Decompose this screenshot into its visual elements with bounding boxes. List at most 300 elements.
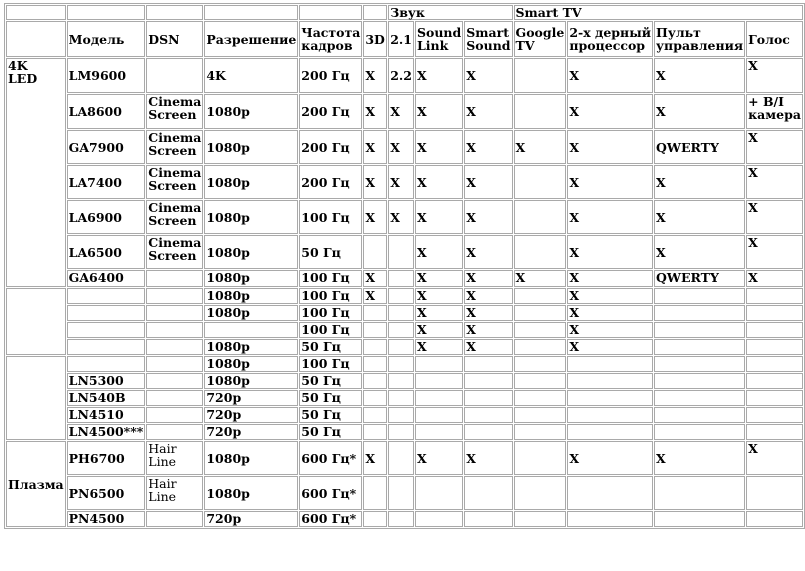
remote-cell xyxy=(654,288,745,304)
col-header-sound-link-line2: Link xyxy=(416,38,449,53)
framerate-cell: 600 Гц* xyxy=(299,476,362,510)
empty-cell xyxy=(363,5,387,20)
cpu-cell: X xyxy=(567,270,653,287)
resolution-cell: 720p xyxy=(204,407,298,423)
dsn-cell xyxy=(146,339,203,355)
google-tv-cell xyxy=(514,94,567,129)
col-header-voice: Голос xyxy=(746,21,803,57)
remote-cell xyxy=(654,511,745,527)
remote-cell xyxy=(654,476,745,510)
2-1-cell: X xyxy=(388,200,414,234)
remote-cell xyxy=(654,339,745,355)
sound-link-cell: X xyxy=(415,94,463,129)
group-label-blank xyxy=(6,288,66,355)
dsn-cell-line1: Cinema xyxy=(148,235,202,250)
sound-link-cell xyxy=(415,424,463,440)
google-tv-cell xyxy=(514,441,567,475)
2-1-cell xyxy=(388,339,414,355)
remote-cell: X xyxy=(654,165,745,199)
smart-sound-cell xyxy=(464,356,512,372)
dsn-cell xyxy=(146,165,203,199)
table-row xyxy=(6,476,803,510)
framerate-cell: 100 Гц xyxy=(299,356,362,372)
remote-cell: X xyxy=(654,94,745,129)
remote-cell xyxy=(654,407,745,423)
voice-cell xyxy=(746,200,803,234)
col-header-framerate-line2: кадров xyxy=(301,38,353,53)
sound-link-cell: X xyxy=(415,165,463,199)
google-tv-cell xyxy=(514,390,567,406)
google-tv-cell xyxy=(514,322,567,338)
group-label-line: 4K xyxy=(8,58,28,73)
cpu-cell: X xyxy=(567,339,653,355)
cpu-cell xyxy=(567,424,653,440)
voice-cell xyxy=(746,390,803,406)
model-cell: LM9600 xyxy=(67,58,146,93)
model-cell: PN4500 xyxy=(67,511,146,527)
sound-link-cell: X xyxy=(415,288,463,304)
2-1-cell: 2.2 xyxy=(388,58,414,93)
3d-cell xyxy=(363,511,387,527)
dsn-cell-line2: Screen xyxy=(148,143,197,158)
framerate-cell: 100 Гц xyxy=(299,322,362,338)
table-row xyxy=(6,270,803,287)
smart-sound-cell: X xyxy=(464,200,512,234)
model-cell: GA6400 xyxy=(67,270,146,287)
cpu-cell: X xyxy=(567,441,653,475)
table-row xyxy=(6,94,803,129)
3d-cell xyxy=(363,424,387,440)
cpu-cell: X xyxy=(567,322,653,338)
3d-cell: X xyxy=(363,270,387,287)
3d-cell: X xyxy=(363,200,387,234)
smart-sound-cell xyxy=(464,424,512,440)
2-1-cell xyxy=(388,424,414,440)
smart-sound-cell: X xyxy=(464,288,512,304)
remote-cell: X xyxy=(654,235,745,269)
empty-cell xyxy=(146,5,203,20)
2-1-cell xyxy=(388,373,414,389)
dsn-cell-line2: Screen xyxy=(148,107,197,122)
dsn-cell xyxy=(146,407,203,423)
smart-sound-cell xyxy=(464,476,512,510)
sound-link-cell: X xyxy=(415,270,463,287)
dsn-cell xyxy=(146,356,203,372)
empty-cell xyxy=(6,21,66,57)
table-row xyxy=(6,356,803,372)
table-row xyxy=(6,511,803,527)
2-1-cell xyxy=(388,288,414,304)
3d-cell: X xyxy=(363,58,387,93)
2-1-cell xyxy=(388,441,414,475)
2-1-cell xyxy=(388,322,414,338)
model-cell xyxy=(67,288,146,304)
sound-group-header: Звук xyxy=(388,5,512,20)
model-cell xyxy=(67,305,146,321)
voice-cell xyxy=(746,58,803,93)
smart-sound-cell xyxy=(464,511,512,527)
3d-cell xyxy=(363,356,387,372)
cpu-cell: X xyxy=(567,94,653,129)
smart-sound-cell: X xyxy=(464,235,512,269)
model-cell: LN540B xyxy=(67,390,146,406)
col-header-2-1: 2.1 xyxy=(388,21,414,57)
table-row xyxy=(6,407,803,423)
voice-cell xyxy=(746,270,803,287)
col-header-remote-line2: управления xyxy=(656,38,744,53)
3d-cell: X xyxy=(363,94,387,129)
cpu-cell xyxy=(567,476,653,510)
voice-cell xyxy=(746,476,803,510)
corner-cell xyxy=(6,5,66,20)
framerate-cell: 200 Гц xyxy=(299,58,362,93)
voice-cell xyxy=(746,94,803,129)
dsn-cell xyxy=(146,235,203,269)
dsn-cell-line1: Hair xyxy=(148,476,177,491)
model-cell xyxy=(67,356,146,372)
dsn-cell-line2: Screen xyxy=(148,178,197,193)
3d-cell xyxy=(363,407,387,423)
framerate-cell: 100 Гц xyxy=(299,270,362,287)
col-header-model: Модель xyxy=(67,21,146,57)
2-1-cell xyxy=(388,511,414,527)
voice-cell xyxy=(746,130,803,164)
smart-tv-group-header: Smart TV xyxy=(514,5,803,20)
model-cell: LA7400 xyxy=(67,165,146,199)
table-row xyxy=(6,288,803,304)
2-1-cell xyxy=(388,356,414,372)
smart-sound-cell: X xyxy=(464,130,512,164)
3d-cell xyxy=(363,322,387,338)
framerate-cell: 50 Гц xyxy=(299,390,362,406)
resolution-cell xyxy=(204,322,298,338)
dsn-cell xyxy=(146,200,203,234)
resolution-cell: 1080p xyxy=(204,356,298,372)
sound-link-cell: X xyxy=(415,235,463,269)
resolution-cell: 1080p xyxy=(204,270,298,287)
col-header-cpu-line1: 2-х дерный xyxy=(569,25,651,40)
table-row xyxy=(6,390,803,406)
resolution-cell: 720p xyxy=(204,511,298,527)
voice-cell-line1: X xyxy=(748,270,758,285)
framerate-cell: 100 Гц xyxy=(299,200,362,234)
cpu-cell: X xyxy=(567,165,653,199)
col-header-smart-sound-line2: Sound xyxy=(466,38,511,53)
framerate-cell: 200 Гц xyxy=(299,94,362,129)
dsn-cell-line2: Screen xyxy=(148,248,197,263)
col-header-smart-sound-line1: Smart xyxy=(466,25,509,40)
3d-cell xyxy=(363,235,387,269)
resolution-cell: 720p xyxy=(204,390,298,406)
google-tv-cell xyxy=(514,288,567,304)
dsn-cell-line1: Cinema xyxy=(148,200,202,215)
dsn-cell-line2: Line xyxy=(148,489,177,504)
resolution-cell: 1080p xyxy=(204,305,298,321)
sound-link-cell xyxy=(415,407,463,423)
dsn-cell-line2: Line xyxy=(148,454,177,469)
voice-cell xyxy=(746,288,803,304)
sound-link-cell: X xyxy=(415,305,463,321)
voice-cell xyxy=(746,322,803,338)
smart-sound-cell: X xyxy=(464,165,512,199)
cpu-cell xyxy=(567,511,653,527)
3d-cell: X xyxy=(363,288,387,304)
voice-cell xyxy=(746,441,803,475)
3d-cell: X xyxy=(363,130,387,164)
google-tv-cell xyxy=(514,476,567,510)
google-tv-cell xyxy=(514,200,567,234)
remote-cell: QWERTY xyxy=(654,130,745,164)
voice-cell-line1: X xyxy=(748,165,758,180)
2-1-cell xyxy=(388,305,414,321)
empty-cell xyxy=(204,5,298,20)
smart-sound-cell: X xyxy=(464,270,512,287)
google-tv-cell xyxy=(514,165,567,199)
smart-sound-cell: X xyxy=(464,305,512,321)
framerate-cell: 50 Гц xyxy=(299,407,362,423)
sound-link-cell xyxy=(415,390,463,406)
voice-cell-line1: X xyxy=(748,58,758,73)
dsn-cell-line1: Cinema xyxy=(148,94,202,109)
smart-sound-cell: X xyxy=(464,94,512,129)
cpu-cell xyxy=(567,407,653,423)
table-row xyxy=(6,339,803,355)
table-row xyxy=(6,200,803,234)
framerate-cell: 50 Гц xyxy=(299,235,362,269)
remote-cell xyxy=(654,322,745,338)
resolution-cell: 1080p xyxy=(204,476,298,510)
smart-sound-cell xyxy=(464,390,512,406)
google-tv-cell xyxy=(514,339,567,355)
cpu-cell: X xyxy=(567,288,653,304)
google-tv-cell: X xyxy=(514,270,567,287)
dsn-cell xyxy=(146,94,203,129)
dsn-cell xyxy=(146,270,203,287)
table-row xyxy=(6,165,803,199)
col-header-framerate xyxy=(299,21,362,57)
group-label-plasma xyxy=(6,441,66,527)
cpu-cell xyxy=(567,373,653,389)
3d-cell xyxy=(363,305,387,321)
col-header-remote-line1: Пульт xyxy=(656,25,701,40)
smart-sound-cell xyxy=(464,373,512,389)
model-cell: LN5300 xyxy=(67,373,146,389)
smart-sound-cell: X xyxy=(464,58,512,93)
resolution-cell: 4K xyxy=(204,58,298,93)
sound-link-cell: X xyxy=(415,339,463,355)
framerate-cell: 50 Гц xyxy=(299,339,362,355)
3d-cell xyxy=(363,373,387,389)
2-1-cell: X xyxy=(388,130,414,164)
remote-cell xyxy=(654,424,745,440)
google-tv-cell: X xyxy=(514,130,567,164)
sound-link-cell: X xyxy=(415,200,463,234)
framerate-cell: 200 Гц xyxy=(299,165,362,199)
voice-cell xyxy=(746,339,803,355)
2-1-cell xyxy=(388,407,414,423)
table-row xyxy=(6,424,803,440)
cpu-cell: X xyxy=(567,130,653,164)
resolution-cell: 1080p xyxy=(204,339,298,355)
voice-cell xyxy=(746,305,803,321)
google-tv-cell xyxy=(514,356,567,372)
resolution-cell: 1080p xyxy=(204,288,298,304)
resolution-cell: 1080p xyxy=(204,373,298,389)
col-header-dsn: DSN xyxy=(146,21,203,57)
voice-cell xyxy=(746,356,803,372)
remote-cell xyxy=(654,356,745,372)
dsn-cell xyxy=(146,130,203,164)
2-1-cell: X xyxy=(388,165,414,199)
cpu-cell xyxy=(567,356,653,372)
model-cell: LN4510 xyxy=(67,407,146,423)
voice-cell xyxy=(746,235,803,269)
voice-cell xyxy=(746,424,803,440)
table-row xyxy=(6,235,803,269)
dsn-cell xyxy=(146,373,203,389)
remote-cell: QWERTY xyxy=(654,270,745,287)
smart-sound-cell xyxy=(464,407,512,423)
remote-cell xyxy=(654,390,745,406)
2-1-cell xyxy=(388,390,414,406)
framerate-cell: 200 Гц xyxy=(299,130,362,164)
dsn-cell-line1: Cinema xyxy=(148,165,202,180)
framerate-cell: 100 Гц xyxy=(299,288,362,304)
framerate-cell: 100 Гц xyxy=(299,305,362,321)
tv-spec-table xyxy=(4,3,805,529)
remote-cell: X xyxy=(654,200,745,234)
3d-cell: X xyxy=(363,165,387,199)
framerate-cell: 50 Гц xyxy=(299,424,362,440)
table-row xyxy=(6,305,803,321)
remote-cell: X xyxy=(654,441,745,475)
dsn-cell xyxy=(146,322,203,338)
voice-cell-line2: камера xyxy=(748,107,801,122)
sound-link-cell: X xyxy=(415,322,463,338)
model-cell: PN6500 xyxy=(67,476,146,510)
cpu-cell: X xyxy=(567,235,653,269)
model-cell: LA6900 xyxy=(67,200,146,234)
resolution-cell: 720p xyxy=(204,424,298,440)
group-header-row xyxy=(6,5,803,20)
sound-link-cell: X xyxy=(415,441,463,475)
dsn-cell-line2: Screen xyxy=(148,213,197,228)
col-header-framerate-line1: Частота xyxy=(301,25,361,40)
2-1-cell xyxy=(388,235,414,269)
empty-cell xyxy=(67,5,146,20)
voice-cell xyxy=(746,407,803,423)
framerate-cell: 50 Гц xyxy=(299,373,362,389)
table-row xyxy=(6,58,803,93)
col-header-smart-sound xyxy=(464,21,512,57)
col-header-cpu xyxy=(567,21,653,57)
model-cell: LA8600 xyxy=(67,94,146,129)
cpu-cell xyxy=(567,390,653,406)
google-tv-cell xyxy=(514,373,567,389)
3d-cell: X xyxy=(363,441,387,475)
dsn-cell xyxy=(146,424,203,440)
col-header-3d: 3D xyxy=(363,21,387,57)
col-header-google-tv-line2: TV xyxy=(515,38,535,53)
dsn-cell xyxy=(146,511,203,527)
model-cell: GA7900 xyxy=(67,130,146,164)
resolution-cell: 1080p xyxy=(204,235,298,269)
google-tv-cell xyxy=(514,58,567,93)
dsn-cell xyxy=(146,390,203,406)
google-tv-cell xyxy=(514,424,567,440)
resolution-cell: 1080p xyxy=(204,200,298,234)
resolution-cell: 1080p xyxy=(204,165,298,199)
google-tv-cell xyxy=(514,305,567,321)
column-header-row xyxy=(6,21,803,57)
3d-cell xyxy=(363,339,387,355)
model-cell: PH6700 xyxy=(67,441,146,475)
dsn-cell xyxy=(146,288,203,304)
table-row xyxy=(6,322,803,338)
dsn-cell xyxy=(146,441,203,475)
table-row xyxy=(6,441,803,475)
smart-sound-cell: X xyxy=(464,322,512,338)
voice-cell xyxy=(746,373,803,389)
google-tv-cell xyxy=(514,235,567,269)
voice-cell-line1: + В/I xyxy=(748,94,784,109)
col-header-sound-link-line1: Sound xyxy=(416,25,462,40)
table-row xyxy=(6,373,803,389)
dsn-cell xyxy=(146,305,203,321)
remote-cell xyxy=(654,373,745,389)
col-header-remote xyxy=(654,21,745,57)
dsn-cell-line1: Cinema xyxy=(148,130,202,145)
smart-sound-cell: X xyxy=(464,339,512,355)
model-cell: LA6500 xyxy=(67,235,146,269)
2-1-cell xyxy=(388,270,414,287)
col-header-sound-link xyxy=(415,21,463,57)
2-1-cell xyxy=(388,476,414,510)
voice-cell-line1: X xyxy=(748,235,758,250)
voice-cell-line1: X xyxy=(748,441,758,456)
voice-cell xyxy=(746,511,803,527)
smart-sound-cell: X xyxy=(464,441,512,475)
col-header-resolution: Разрешение xyxy=(204,21,298,57)
remote-cell xyxy=(654,305,745,321)
resolution-cell: 1080p xyxy=(204,94,298,129)
table-row xyxy=(6,130,803,164)
col-header-google-tv xyxy=(514,21,567,57)
2-1-cell: X xyxy=(388,94,414,129)
sound-link-cell: X xyxy=(415,130,463,164)
cpu-cell: X xyxy=(567,200,653,234)
dsn-cell xyxy=(146,476,203,510)
dsn-cell xyxy=(146,58,203,93)
resolution-cell: 1080p xyxy=(204,441,298,475)
sound-link-cell: X xyxy=(415,58,463,93)
col-header-google-tv-line1: Google xyxy=(515,25,565,40)
voice-cell-line1: X xyxy=(748,130,758,145)
resolution-cell: 1080p xyxy=(204,130,298,164)
model-cell xyxy=(67,322,146,338)
sound-link-cell xyxy=(415,373,463,389)
sound-link-cell xyxy=(415,356,463,372)
sound-link-cell xyxy=(415,511,463,527)
3d-cell xyxy=(363,390,387,406)
dsn-cell-line1: Hair xyxy=(148,441,177,456)
empty-cell xyxy=(299,5,362,20)
voice-cell-line1: X xyxy=(748,200,758,215)
cpu-cell: X xyxy=(567,305,653,321)
model-cell: LN4500*** xyxy=(68,424,144,439)
group-label-line: LED xyxy=(8,71,38,86)
framerate-cell: 600 Гц* xyxy=(299,441,362,475)
